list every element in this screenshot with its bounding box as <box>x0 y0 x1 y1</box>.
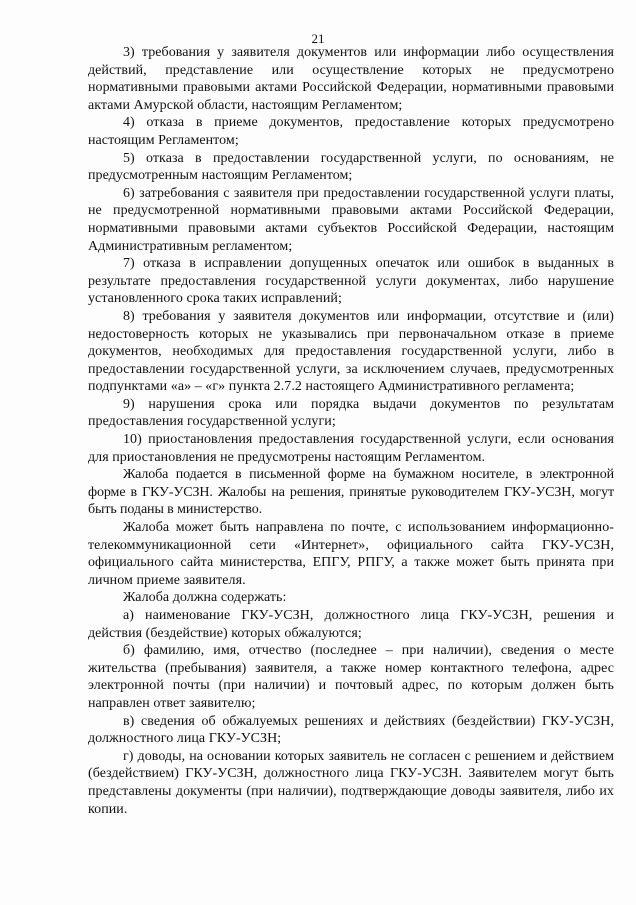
paragraph-item-5: 5) отказа в предоставлении государственной услуги, по основаниям, не предусмотренным настоящим Регламентом; <box>88 150 614 184</box>
paragraph-contents-a: а) наименование ГКУ-УСЗН, должностного лица ГКУ-УСЗН, решения и действия (бездействие) которых обжалуются; <box>88 608 614 641</box>
paragraph-item-10: 10) приостановления предоставления государственной услуги, если основания для приостановления не предусмотрены настоящим Регламентом. <box>88 432 614 465</box>
paragraph-contents-v: в) сведения об обжалуемых решениях и действиях (бездействии) ГКУ-УСЗН, должностного лица ГКУ-УСЗН; <box>88 713 614 747</box>
paragraph-item-3: 3) требования у заявителя документов или информации либо осуществления действий, представление или осуществление которых не предусмотрено нормативными правовыми актами Российской Федерации, нормативными правовыми актами Амурской области, настоящим Регламентом; <box>88 45 614 113</box>
paragraph-item-8: 8) требования у заявителя документов или информации, отсутствие и (или) недостоверность которых не указывались при первоначальном отказе в приеме документов, необходимых для предоставления государственной услуги, либо в предоставлении государственной услуги, за исключением случаев, предусмотренных подпунктами «а» – «г» пункта 2.7.2 настоящего Административного регламента; <box>88 308 614 395</box>
paragraph-contents-g: г) доводы, на основании которых заявитель не согласен с решением и действием (бездействием) ГКУ-УСЗН, должностного лица ГКУ-УСЗН. Заявителем могут быть представлены документы (при наличии), подтверждающие доводы заявителя, либо их копии. <box>88 748 614 817</box>
paragraph-complaint-form: Жалоба подается в письменной форме на бумажном носителе, в электронной форме в ГКУ-УСЗН. Жалобы на решения, принятые руководителем ГКУ-УСЗН, могут быть поданы в министерство. <box>88 467 614 518</box>
body-text <box>88 44 614 818</box>
paragraph-item-7: 7) отказа в исправлении допущенных опечаток или ошибок в выданных в результате предоставления государственной услуги документах, либо нарушение установленного срока таких исправлений; <box>88 256 614 307</box>
paragraph-item-4: 4) отказа в приеме документов, предоставление которых предусмотрено настоящим Регламентом; <box>88 115 614 148</box>
page-number: 21 <box>311 31 325 46</box>
paragraph-item-9: 9) нарушения срока или порядка выдачи документов по результатам предоставления государственной услуги; <box>88 396 614 430</box>
paragraph-complaint-delivery: Жалоба может быть направлена по почте, с использованием информационно-телекоммуникационной сети «Интернет», официального сайта ГКУ-УСЗН, официального сайта министерства, ЕПГУ, РПГУ, а также может быть принята при личном приеме заявителя. <box>88 520 614 588</box>
paragraph-contents-b: б) фамилию, имя, отчество (последнее – при наличии), сведения о месте жительства (пребывания) заявителя, а также номер контактного телефона, адрес электронной почты (при наличии) и почтовый адрес, по которым должен быть направлен ответ заявителю; <box>88 643 614 711</box>
paragraph-item-6: 6) затребования с заявителя при предоставлении государственной услуги платы, не предусмотренной нормативными правовыми актами Российской Федерации, нормативными правовыми актами субъектов Российской Федерации, настоящим Административным регламентом; <box>88 185 614 254</box>
paragraph-complaint-contents-intro: Жалоба должна содержать: <box>123 590 287 606</box>
